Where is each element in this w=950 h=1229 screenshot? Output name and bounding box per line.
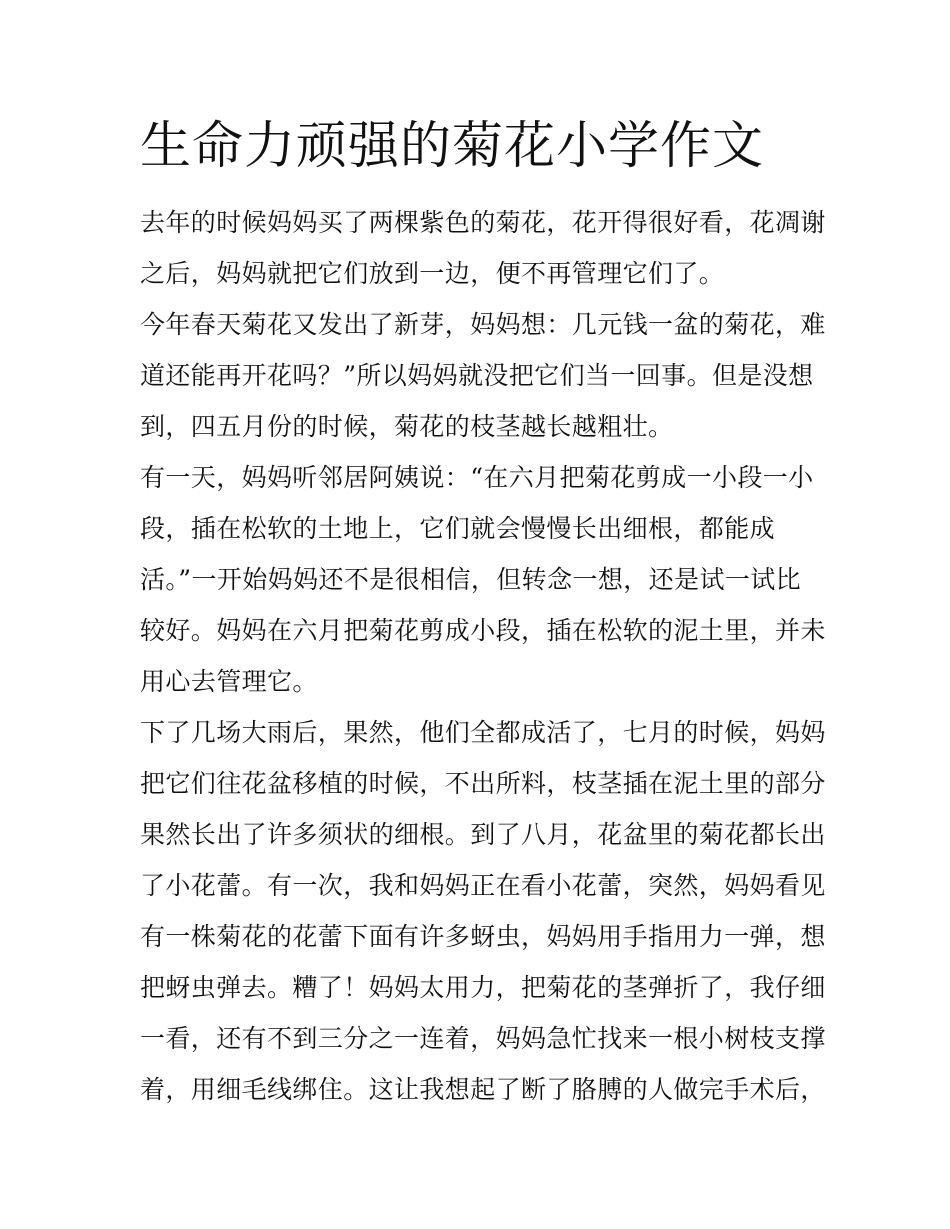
text-line: 段，插在松软的土地上，它们就会慢慢长出细根，都能成: [140, 514, 776, 543]
text-line: 用心去管理它。: [140, 667, 318, 696]
text-line: 了小花蕾。有一次，我和妈妈正在看小花蕾，突然，妈妈看见: [140, 871, 826, 900]
text-line: 把它们往花盆移植的时候，不出所料，枝茎插在泥土里的部分: [140, 769, 826, 798]
text-line: 道还能再开花吗？”所以妈妈就没把它们当一回事。但是没想: [140, 361, 814, 390]
text-line: 有一天，妈妈听邻居阿姨说：“在六月把菊花剪成一小段一小: [140, 463, 814, 492]
document-title: 生命力顽强的菊花小学作文: [140, 117, 765, 176]
text-line: 把蚜虫弹去。糟了！妈妈太用力，把菊花的茎弹折了，我仔细: [140, 973, 826, 1002]
text-line: 之后，妈妈就把它们放到一边，便不再管理它们了。: [140, 259, 725, 288]
text-line: 活。”一开始妈妈还不是很相信，但转念一想，还是试一试比: [140, 565, 802, 594]
text-line: 下了几场大雨后，果然，他们全都成活了，七月的时候，妈妈: [140, 718, 826, 747]
text-line: 今年春天菊花又发出了新芽，妈妈想：几元钱一盆的菊花，难: [140, 310, 826, 339]
document-body: [140, 197, 826, 1115]
text-line: 到，四五月份的时候，菊花的枝茎越长越粗壮。: [140, 412, 674, 441]
text-line: 较好。妈妈在六月把菊花剪成小段，插在松软的泥土里，并未: [140, 616, 826, 645]
text-line: 一看，还有不到三分之一连着，妈妈急忙找来一根小树枝支撑: [140, 1024, 826, 1053]
text-line: 有一株菊花的花蕾下面有许多蚜虫，妈妈用手指用力一弹，想: [140, 922, 826, 951]
text-line: 果然长出了许多须状的细根。到了八月，花盆里的菊花都长出: [140, 820, 826, 849]
text-line: 着，用细毛线绑住。这让我想起了断了胳膊的人做完手术后，: [140, 1075, 826, 1104]
text-line: 去年的时候妈妈买了两棵紫色的菊花，花开得很好看，花凋谢: [140, 208, 826, 237]
